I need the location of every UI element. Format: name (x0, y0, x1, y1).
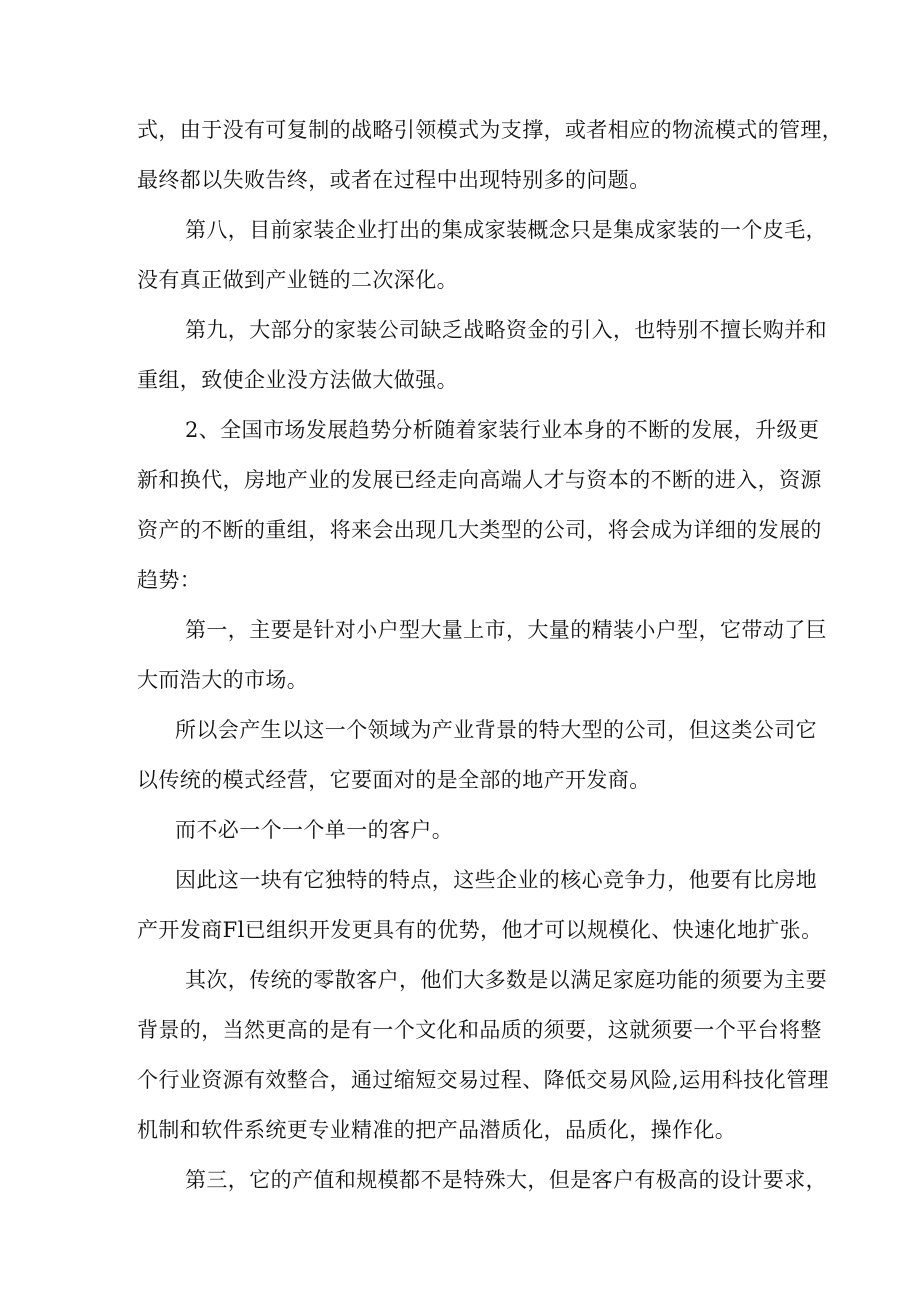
text-line: 其次，传统的零散客户，他们大多数是以满足家庭功能的须要为主要 (185, 968, 827, 992)
text-line: 没有真正做到产业链的二次深化。 (137, 268, 458, 292)
text-line: 因此这一块有它独特的特点，这些企业的核心竞争力，他要有比房地 (175, 868, 817, 892)
text-line: 最终都以失败告终，或者在过程中出现特别多的问题。 (137, 168, 651, 192)
text-line: 式，由于没有可复制的战略引领模式为支撑，或者相应的物流模式的管理， (137, 118, 844, 142)
text-line: 所以会产生以这一个领域为产业背景的特大型的公司，但这类公司它 (175, 718, 817, 742)
text-line: 机制和软件系统更专业精准的把产品潜质化，品质化，操作化。 (137, 1118, 737, 1142)
text-line: 新和换代，房地产业的发展已经走向高端人才与资本的不断的进入，资源 (137, 468, 822, 492)
text-line: 资产的不断的重组，将来会出现几大类型的公司，将会成为详细的发展的 (137, 518, 822, 542)
text-line: 第三，它的产值和规模都不是特殊大，但是客户有极高的设计要求， (185, 1168, 827, 1192)
text-line: 重组，致使企业没方法做大做强。 (137, 368, 458, 392)
text-line: 个行业资源有效整合，通过缩短交易过程、降低交易风险,运用科技化管理 (137, 1068, 829, 1092)
text-line: 第一，主要是针对小户型大量上市，大量的精装小户型，它带动了巨 (185, 618, 827, 642)
text-line: 2、全国市场发展趋势分析随着家装行业本身的不断的发展，升级更 (185, 418, 820, 442)
text-line: 背景的，当然更高的是有一个文化和品质的须要，这就须要一个平台将整 (137, 1018, 822, 1042)
text-line: 以传统的模式经营，它要面对的是全部的地产开发商。 (137, 768, 651, 792)
text-line: 第九，大部分的家装公司缺乏战略资金的引入，也特别不擅长购并和 (185, 318, 827, 342)
text-line: 而不必一个一个单一的客户。 (175, 818, 454, 842)
text-line: 产开发商Fl已组织开发更具有的优势，他才可以规模化、快速化地扩张。 (137, 918, 823, 942)
text-line: 第八，目前家装企业打出的集成家装概念只是集成家装的一个皮毛， (185, 218, 827, 242)
text-line: 趋势： (137, 568, 202, 592)
text-line: 大而浩大的市场。 (137, 668, 309, 692)
